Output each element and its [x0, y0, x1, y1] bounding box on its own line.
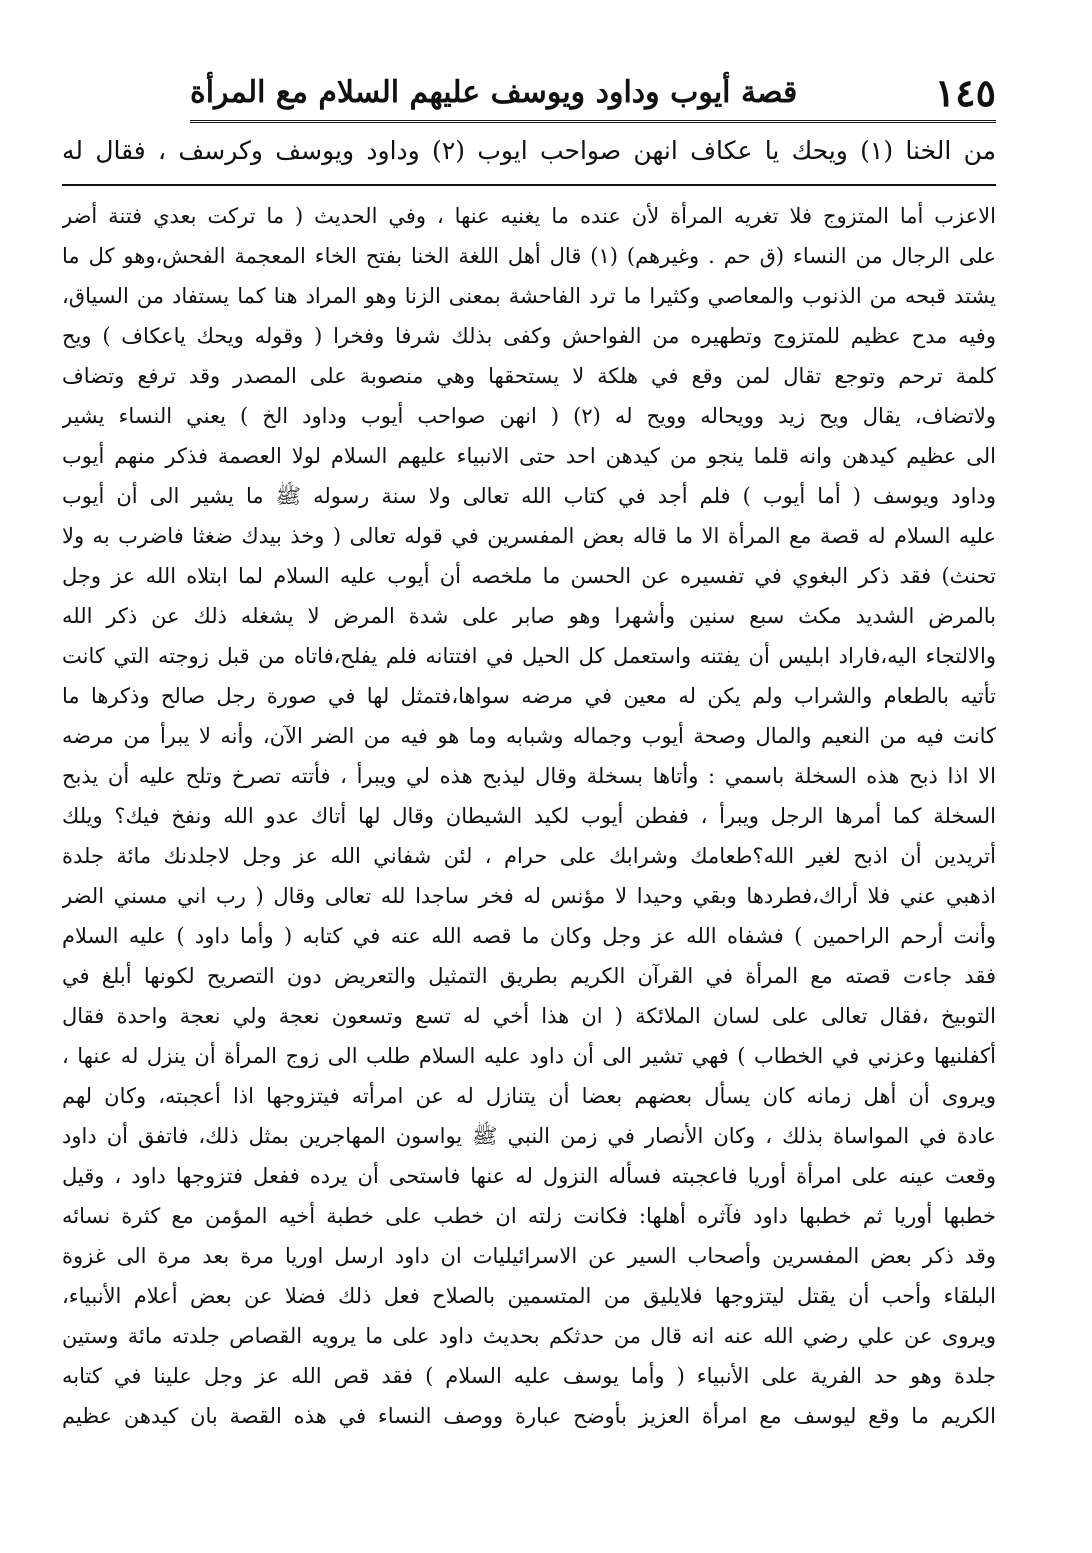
page-header	[190, 64, 996, 123]
footnote-line: الكريم ما وقع ليوسف مع امرأة العزيز بأوضح عبارة ووصف النساء في هذه القصة بان كيدهن عظيم	[62, 1404, 996, 1428]
footnotes	[62, 196, 996, 1436]
footnote-line: وقد ذكر بعض المفسرين وأصحاب السير عن الاسرائيليات ان داود ارسل اوريا مرة بعد مرة الى غزوة	[62, 1244, 996, 1268]
footnote-line: أكفلنيها وعزني في الخطاب ) فهي تشير الى أن داود عليه السلام طلب الى زوج المرأة أن ينزل له عنها ،	[62, 1044, 996, 1068]
footnote-line: فقد جاءت قصته مع المرأة في القرآن الكريم بطريق التمثيل والتعريض دون التصريح لكونها أبلغ في	[62, 964, 996, 988]
footnote-line: الاعزب أما المتزوج فلا تغريه المرأة لأن عنده ما يغنيه عنها ، وفي الحديث ( ما تركت بعدي فتنة أضر	[62, 204, 996, 228]
footnote-line: جلدة وهو حد الفرية على الأنبياء ( وأما يوسف عليه السلام ) فقد قص الله عز وجل علينا في كتابه	[62, 1364, 996, 1388]
footnote-line: خطبها أوريا ثم خطبها داود فآثره أهلها: فكانت زلته ان خطب على خطبة أخيه المؤمن مع كثرة نسائه	[62, 1204, 996, 1228]
footnote-line: الى عظيم كيدهن وانه قلما ينجو من كيدهن احد حتى الانبياء عليهم السلام لولا العصمة فذكر منهم أيوب	[62, 444, 996, 468]
footnote-line: وأنت أرحم الراحمين ) فشفاه الله عز وجل وكان ما قصه الله عنه في كتابه ( وأما داود ) عليه السلام	[62, 924, 996, 948]
footnote-line: أتريدين أن اذبح لغير الله؟طعامك وشرابك على حرام ، لئن شفاني الله عز وجل لاجلدنك مائة جلدة	[62, 844, 996, 868]
footnote-line: الا اذا ذبح هذه السخلة باسمي : وأتاها بسخلة وقال ليذبح هذه لي ويبرأ ، فأتته تصرخ وتلح عليه أن يذبح	[62, 764, 996, 788]
footnote-line: يشتد قبحه من الذنوب والمعاصي وكثيرا ما ترد الفاحشة بمعنى الزنا وهو المراد هنا كما يستفاد من السياق،	[62, 284, 996, 308]
footnote-line: ويروى أن أهل زمانه كان يسأل بعضهم بعضا أن يتنازل له عن امرأته فيتزوجها اذا أعجبته، وكان لهم	[62, 1084, 996, 1108]
main-text: من الخنا (١) ويحك يا عكاف انهن صواحب ايوب (٢) وداود ويوسف وكرسف ، فقال له	[62, 136, 996, 165]
footnote-line: اذهبي عني فلا أراك،فطردها وبقي وحيدا لا مؤنس له فخر ساجدا لله تعالى وقال ( رب اني مسني الضر	[62, 884, 996, 908]
footnote-line: التوبيخ ،فقال تعالى على لسان الملائكة ( ان هذا أخي له تسع وتسعون نعجة ولي نعجة واحدة فقال	[62, 1004, 996, 1028]
footnote-line: السخلة كما أمرها الرجل ويبرأ ، ففطن أيوب لكيد الشيطان وقال لها أتاك عدو الله ونفخ فيك؟ ويلك	[62, 804, 996, 828]
footnote-line: عادة في المواساة بذلك ، وكان الأنصار في زمن النبي ﷺ يواسون المهاجرين بمثل ذلك، فاتفق أن داود	[62, 1124, 996, 1148]
footnote-line: عليه السلام له قصة مع المرأة الا ما قاله بعض المفسرين في قوله تعالى ( وخذ بيدك ضغثا فاضرب به ولا	[62, 524, 996, 548]
footnote-line: البلقاء وأحب أن يقتل ليتزوجها فلايليق من المتسمين بالصلاح فعل ذلك فضلا عن بعض أعلام الأنبياء،	[62, 1284, 996, 1308]
footnote-line: والالتجاء اليه،فاراد ابليس أن يفتنه واستعمل كل الحيل في افتتانه فلم يفلح،فاتاه من قبل زوجته التي كانت	[62, 644, 996, 668]
running-title: قصة أيوب وداود ويوسف عليهم السلام مع المرأة	[190, 74, 798, 110]
page-number: ١٤٥	[934, 69, 996, 115]
footnote-line: كلمة ترحم وتوجع تقال لمن وقع في هلكة لا يستحقها وهي منصوبة على المصدر وقد ترفع وتضاف	[62, 364, 996, 388]
footnote-line: تحنث) فقد ذكر البغوي في تفسيره عن الحسن ما ملخصه أن أيوب عليه السلام لما ابتلاه الله عز وجل	[62, 564, 996, 588]
footnote-line: وقعت عينه على امرأة أوريا فاعجبته فسأله النزول له عنها فاستحى أن يرده ففعل فتزوجها داود ، وقيل	[62, 1164, 996, 1188]
footnote-line: وفيه مدح عظيم للمتزوج وتطهيره من الفواحش وكفى بذلك شرفا وفخرا ( وقوله ويحك ياعكاف ) ويح	[62, 324, 996, 348]
footnote-line: ولاتضاف، يقال ويح زيد وويحاله وويح له (٢) ( انهن صواحب أيوب وداود الخ ) يعني النساء يشير	[62, 404, 996, 428]
footnote-line: وداود ويوسف ( أما أيوب ) فلم أجد في كتاب الله تعالى ولا سنة رسوله ﷺ ما يشير الى أن أيوب	[62, 484, 996, 508]
footnote-divider	[62, 184, 996, 186]
footnote-line: كانت فيه من النعيم والمال وصحة أيوب وجماله وشبابه وما هو فيه من الضر الآن، وأنه لا يبرأ من مرضه	[62, 724, 996, 748]
footnote-line: ويروى عن علي رضي الله عنه انه قال من حدثكم بحديث داود على ما يرويه القصاص جلدته مائة وستين	[62, 1324, 996, 1348]
footnote-line: تأتيه بالطعام والشراب ولم يكن له معين في مرضه سواها،فتمثل لها في صورة رجل صالح وذكرها ما	[62, 684, 996, 708]
footnote-line: على الرجال من النساء (ق حم . وغيرهم) (١) قال أهل اللغة الخنا بفتح الخاء المعجمة الفحش،وهو كل ما	[62, 244, 996, 268]
footnote-line: بالمرض الشديد مكث سبع سنين وأشهرا وهو صابر على شدة المرض لا يشغله ذلك عن ذكر الله	[62, 604, 996, 628]
